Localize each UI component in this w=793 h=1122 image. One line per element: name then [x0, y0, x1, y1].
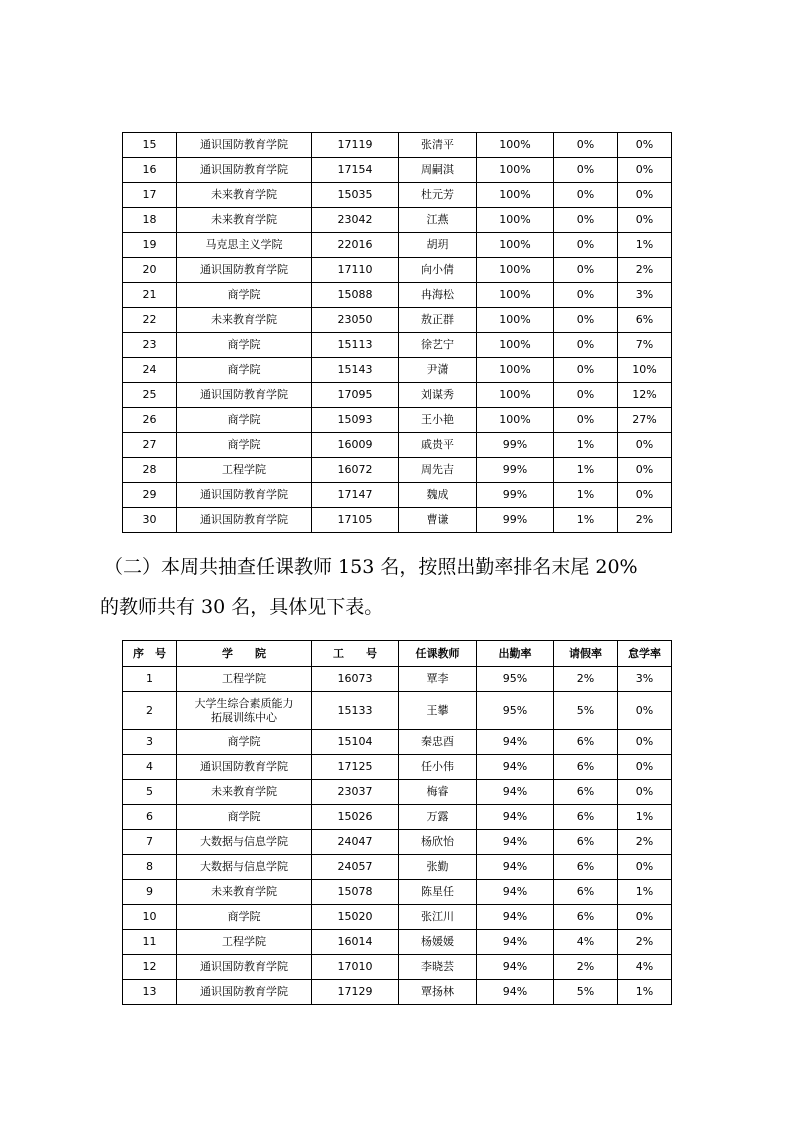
cell-attendance-rate: 94%: [477, 755, 554, 780]
cell-college: 商学院: [177, 408, 312, 433]
cell-leave-rate: 2%: [554, 955, 618, 980]
cell-leave-rate: 6%: [554, 755, 618, 780]
cell-college: 未来教育学院: [177, 780, 312, 805]
cell-staff-id: 17095: [312, 383, 399, 408]
cell-staff-id: 17105: [312, 508, 399, 533]
cell-teacher: 梅睿: [399, 780, 477, 805]
cell-attendance-rate: 94%: [477, 955, 554, 980]
cell-attendance-rate: 99%: [477, 483, 554, 508]
cell-staff-id: 15035: [312, 183, 399, 208]
cell-college: 通识国防教育学院: [177, 258, 312, 283]
cell-absence-rate: 2%: [618, 258, 672, 283]
cell-attendance-rate: 94%: [477, 880, 554, 905]
cell-index: 24: [123, 358, 177, 383]
header-leave-rate: 请假率: [554, 641, 618, 667]
cell-absence-rate: 0%: [618, 755, 672, 780]
cell-staff-id: 15093: [312, 408, 399, 433]
cell-college: 商学院: [177, 358, 312, 383]
table-row: [123, 183, 672, 208]
cell-staff-id: 17129: [312, 980, 399, 1005]
cell-attendance-rate: 100%: [477, 233, 554, 258]
cell-absence-rate: 0%: [618, 133, 672, 158]
table-row: [123, 483, 672, 508]
cell-college: 通识国防教育学院: [177, 483, 312, 508]
cell-teacher: 覃李: [399, 667, 477, 692]
cell-leave-rate: 5%: [554, 980, 618, 1005]
cell-college: 大数据与信息学院: [177, 855, 312, 880]
cell-college: 商学院: [177, 730, 312, 755]
cell-absence-rate: 0%: [618, 458, 672, 483]
cell-absence-rate: 10%: [618, 358, 672, 383]
cell-college: 商学院: [177, 283, 312, 308]
cell-college: 通识国防教育学院: [177, 133, 312, 158]
cell-leave-rate: 1%: [554, 483, 618, 508]
cell-attendance-rate: 100%: [477, 358, 554, 383]
cell-staff-id: 16073: [312, 667, 399, 692]
cell-leave-rate: 0%: [554, 383, 618, 408]
cell-teacher: 杜元芳: [399, 183, 477, 208]
cell-college: 工程学院: [177, 930, 312, 955]
cell-index: 10: [123, 905, 177, 930]
table-row: [123, 458, 672, 483]
cell-attendance-rate: 100%: [477, 408, 554, 433]
cell-index: 2: [123, 692, 177, 730]
table-row: [123, 855, 672, 880]
cell-attendance-rate: 100%: [477, 158, 554, 183]
cell-absence-rate: 0%: [618, 158, 672, 183]
cell-staff-id: 23050: [312, 308, 399, 333]
cell-index: 25: [123, 383, 177, 408]
cell-teacher: 王小艳: [399, 408, 477, 433]
cell-absence-rate: 0%: [618, 183, 672, 208]
cell-leave-rate: 6%: [554, 730, 618, 755]
cell-index: 1: [123, 667, 177, 692]
table-row: [123, 158, 672, 183]
cell-college: 工程学院: [177, 667, 312, 692]
cell-leave-rate: 0%: [554, 358, 618, 383]
cell-leave-rate: 0%: [554, 158, 618, 183]
cell-college: 通识国防教育学院: [177, 755, 312, 780]
cell-college: 未来教育学院: [177, 183, 312, 208]
cell-staff-id: 15026: [312, 805, 399, 830]
cell-attendance-rate: 94%: [477, 730, 554, 755]
cell-staff-id: 15104: [312, 730, 399, 755]
cell-index: 21: [123, 283, 177, 308]
cell-attendance-rate: 100%: [477, 208, 554, 233]
cell-attendance-rate: 100%: [477, 383, 554, 408]
cell-college: 商学院: [177, 805, 312, 830]
cell-leave-rate: 1%: [554, 458, 618, 483]
cell-staff-id: 23042: [312, 208, 399, 233]
cell-college: 大学生综合素质能力 拓展训练中心: [177, 692, 312, 730]
cell-absence-rate: 27%: [618, 408, 672, 433]
table1-body: [123, 133, 672, 533]
cell-teacher: 向小倩: [399, 258, 477, 283]
cell-attendance-rate: 95%: [477, 692, 554, 730]
cell-staff-id: 15143: [312, 358, 399, 383]
cell-teacher: 冉海松: [399, 283, 477, 308]
cell-index: 13: [123, 980, 177, 1005]
cell-attendance-rate: 94%: [477, 780, 554, 805]
cell-index: 18: [123, 208, 177, 233]
cell-leave-rate: 0%: [554, 233, 618, 258]
cell-absence-rate: 7%: [618, 333, 672, 358]
cell-absence-rate: 12%: [618, 383, 672, 408]
table2-body: [123, 667, 672, 1005]
cell-index: 6: [123, 805, 177, 830]
cell-staff-id: 16014: [312, 930, 399, 955]
cell-teacher: 徐艺宁: [399, 333, 477, 358]
cell-index: 4: [123, 755, 177, 780]
cell-leave-rate: 0%: [554, 283, 618, 308]
cell-absence-rate: 3%: [618, 667, 672, 692]
cell-teacher: 任小伟: [399, 755, 477, 780]
table-row: [123, 433, 672, 458]
table-row: [123, 133, 672, 158]
table-row: [123, 905, 672, 930]
cell-index: 17: [123, 183, 177, 208]
table-row: [123, 333, 672, 358]
cell-absence-rate: 1%: [618, 233, 672, 258]
cell-absence-rate: 0%: [618, 692, 672, 730]
cell-index: 16: [123, 158, 177, 183]
cell-leave-rate: 6%: [554, 855, 618, 880]
cell-attendance-rate: 94%: [477, 855, 554, 880]
cell-staff-id: 23037: [312, 780, 399, 805]
cell-teacher: 秦忠酉: [399, 730, 477, 755]
cell-staff-id: 17110: [312, 258, 399, 283]
table2-header-row: [123, 641, 672, 667]
cell-index: 19: [123, 233, 177, 258]
cell-staff-id: 16009: [312, 433, 399, 458]
cell-leave-rate: 0%: [554, 133, 618, 158]
cell-teacher: 尹潇: [399, 358, 477, 383]
cell-leave-rate: 0%: [554, 208, 618, 233]
table-row: [123, 308, 672, 333]
table-row: [123, 233, 672, 258]
cell-leave-rate: 6%: [554, 830, 618, 855]
paragraph-line-1: （二）本周共抽查任课教师 153 名，按照出勤率排名末尾 20%: [104, 556, 638, 578]
cell-staff-id: 15113: [312, 333, 399, 358]
cell-absence-rate: 1%: [618, 980, 672, 1005]
cell-teacher: 张勤: [399, 855, 477, 880]
cell-attendance-rate: 94%: [477, 930, 554, 955]
cell-teacher: 江燕: [399, 208, 477, 233]
cell-leave-rate: 5%: [554, 692, 618, 730]
cell-teacher: 曹谦: [399, 508, 477, 533]
header-staff-id: 工 号: [312, 641, 399, 667]
cell-college: 通识国防教育学院: [177, 383, 312, 408]
cell-college: 商学院: [177, 433, 312, 458]
cell-college: 未来教育学院: [177, 880, 312, 905]
cell-index: 12: [123, 955, 177, 980]
cell-teacher: 王攀: [399, 692, 477, 730]
header-teacher: 任课教师: [399, 641, 477, 667]
cell-college: 商学院: [177, 905, 312, 930]
cell-college: 通识国防教育学院: [177, 955, 312, 980]
table-row: [123, 780, 672, 805]
cell-college: 未来教育学院: [177, 308, 312, 333]
cell-index: 11: [123, 930, 177, 955]
table-row: [123, 383, 672, 408]
cell-teacher: 刘谋秀: [399, 383, 477, 408]
cell-college: 工程学院: [177, 458, 312, 483]
table-row: [123, 408, 672, 433]
cell-leave-rate: 1%: [554, 433, 618, 458]
cell-staff-id: 22016: [312, 233, 399, 258]
header-college: 学 院: [177, 641, 312, 667]
cell-absence-rate: 0%: [618, 780, 672, 805]
cell-college: 商学院: [177, 333, 312, 358]
table-row: [123, 692, 672, 730]
cell-staff-id: 16072: [312, 458, 399, 483]
cell-attendance-rate: 94%: [477, 980, 554, 1005]
cell-leave-rate: 0%: [554, 333, 618, 358]
cell-leave-rate: 1%: [554, 508, 618, 533]
cell-absence-rate: 2%: [618, 830, 672, 855]
header-attendance-rate: 出勤率: [477, 641, 554, 667]
cell-absence-rate: 2%: [618, 930, 672, 955]
cell-attendance-rate: 100%: [477, 183, 554, 208]
cell-index: 3: [123, 730, 177, 755]
cell-leave-rate: 6%: [554, 805, 618, 830]
cell-leave-rate: 6%: [554, 780, 618, 805]
cell-teacher: 魏成: [399, 483, 477, 508]
cell-index: 8: [123, 855, 177, 880]
cell-attendance-rate: 94%: [477, 805, 554, 830]
cell-teacher: 杨欣怡: [399, 830, 477, 855]
cell-index: 30: [123, 508, 177, 533]
cell-teacher: 杨媛媛: [399, 930, 477, 955]
table-row: [123, 980, 672, 1005]
table-row: [123, 930, 672, 955]
cell-staff-id: 17147: [312, 483, 399, 508]
cell-staff-id: 24047: [312, 830, 399, 855]
cell-attendance-rate: 100%: [477, 333, 554, 358]
table-row: [123, 755, 672, 780]
cell-absence-rate: 0%: [618, 433, 672, 458]
cell-teacher: 张清平: [399, 133, 477, 158]
cell-index: 20: [123, 258, 177, 283]
cell-absence-rate: 0%: [618, 905, 672, 930]
cell-leave-rate: 6%: [554, 880, 618, 905]
cell-leave-rate: 0%: [554, 258, 618, 283]
cell-attendance-rate: 100%: [477, 283, 554, 308]
cell-staff-id: 15088: [312, 283, 399, 308]
cell-index: 28: [123, 458, 177, 483]
bottom-20-attendance-table: [122, 640, 672, 1005]
cell-absence-rate: 4%: [618, 955, 672, 980]
cell-attendance-rate: 95%: [477, 667, 554, 692]
cell-teacher: 张江川: [399, 905, 477, 930]
cell-absence-rate: 1%: [618, 805, 672, 830]
cell-staff-id: 24057: [312, 855, 399, 880]
cell-attendance-rate: 100%: [477, 258, 554, 283]
cell-leave-rate: 0%: [554, 408, 618, 433]
table-row: [123, 730, 672, 755]
paragraph-line-2: 的教师共有 30 名，具体见下表。: [100, 596, 384, 618]
cell-attendance-rate: 100%: [477, 308, 554, 333]
table-row: [123, 208, 672, 233]
table-row: [123, 508, 672, 533]
header-absence-rate: 怠学率: [618, 641, 672, 667]
cell-absence-rate: 0%: [618, 208, 672, 233]
table-row: [123, 830, 672, 855]
cell-teacher: 周嗣淇: [399, 158, 477, 183]
cell-index: 22: [123, 308, 177, 333]
cell-index: 15: [123, 133, 177, 158]
cell-index: 29: [123, 483, 177, 508]
cell-index: 26: [123, 408, 177, 433]
cell-college: 马克思主义学院: [177, 233, 312, 258]
cell-attendance-rate: 100%: [477, 133, 554, 158]
attendance-table-continued: [122, 132, 672, 533]
cell-college: 通识国防教育学院: [177, 980, 312, 1005]
cell-attendance-rate: 94%: [477, 905, 554, 930]
cell-index: 9: [123, 880, 177, 905]
cell-absence-rate: 1%: [618, 880, 672, 905]
cell-index: 7: [123, 830, 177, 855]
cell-staff-id: 15133: [312, 692, 399, 730]
cell-leave-rate: 0%: [554, 183, 618, 208]
header-index: 序 号: [123, 641, 177, 667]
cell-absence-rate: 0%: [618, 855, 672, 880]
table-row: [123, 358, 672, 383]
cell-absence-rate: 3%: [618, 283, 672, 308]
cell-teacher: 戚贵平: [399, 433, 477, 458]
table-row: [123, 667, 672, 692]
cell-teacher: 周先吉: [399, 458, 477, 483]
cell-staff-id: 17119: [312, 133, 399, 158]
cell-absence-rate: 0%: [618, 730, 672, 755]
table-row: [123, 955, 672, 980]
cell-college: 通识国防教育学院: [177, 158, 312, 183]
cell-leave-rate: 4%: [554, 930, 618, 955]
cell-leave-rate: 6%: [554, 905, 618, 930]
cell-absence-rate: 6%: [618, 308, 672, 333]
cell-teacher: 覃扬林: [399, 980, 477, 1005]
cell-teacher: 李晓芸: [399, 955, 477, 980]
cell-teacher: 万露: [399, 805, 477, 830]
cell-college: 大数据与信息学院: [177, 830, 312, 855]
cell-index: 27: [123, 433, 177, 458]
cell-teacher: 陈星任: [399, 880, 477, 905]
cell-staff-id: 17154: [312, 158, 399, 183]
cell-leave-rate: 0%: [554, 308, 618, 333]
cell-teacher: 胡玥: [399, 233, 477, 258]
cell-teacher: 敖正群: [399, 308, 477, 333]
cell-staff-id: 17125: [312, 755, 399, 780]
cell-attendance-rate: 99%: [477, 458, 554, 483]
cell-attendance-rate: 99%: [477, 433, 554, 458]
cell-college: 未来教育学院: [177, 208, 312, 233]
cell-staff-id: 15020: [312, 905, 399, 930]
cell-absence-rate: 2%: [618, 508, 672, 533]
cell-index: 23: [123, 333, 177, 358]
cell-attendance-rate: 99%: [477, 508, 554, 533]
cell-absence-rate: 0%: [618, 483, 672, 508]
cell-leave-rate: 2%: [554, 667, 618, 692]
table-row: [123, 258, 672, 283]
table-row: [123, 283, 672, 308]
cell-college: 通识国防教育学院: [177, 508, 312, 533]
table-row: [123, 880, 672, 905]
cell-staff-id: 15078: [312, 880, 399, 905]
cell-attendance-rate: 94%: [477, 830, 554, 855]
cell-staff-id: 17010: [312, 955, 399, 980]
cell-index: 5: [123, 780, 177, 805]
table-row: [123, 805, 672, 830]
